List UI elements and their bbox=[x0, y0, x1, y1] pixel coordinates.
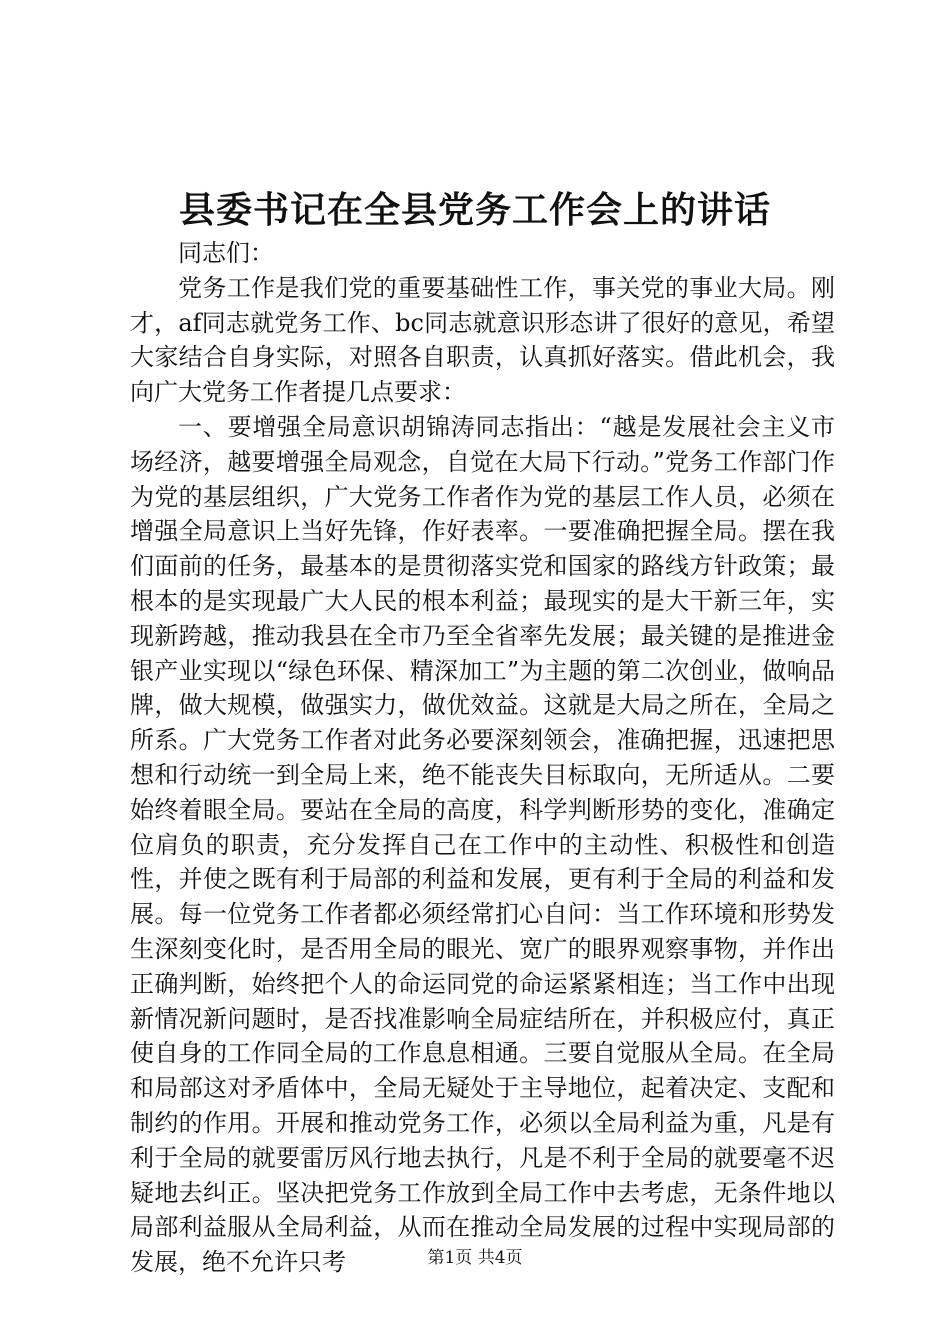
document-body bbox=[130, 236, 835, 1280]
page-indicator: 第1页 共4页 bbox=[427, 1248, 523, 1268]
page-title: 县委书记在全县党务工作会上的讲话 bbox=[178, 189, 771, 231]
paragraph-intro: 党务工作是我们党的重要基础性工作，事关党的事业大局。刚才，af同志就党务工作、bc同志就意识形态讲了很好的意见，希望大家结合自身实际，对照各自职责，认真抓好落实。借此机会，我向广大党务工作者提几点要求： bbox=[130, 273, 835, 407]
salutation: 同志们： bbox=[178, 239, 274, 267]
paragraph-section-one: 一、要增强全局意识胡锦涛同志指出：“越是发展社会主义市场经济，越要增强全局观念，自觉在大局下行动。”党务工作部门作为党的基层组织，广大党务工作者作为党的基层工作人员，必须在增强全局意识上当好先锋，作好表率。一要准确把握全局。摆在我们面前的任务，最基本的是贯彻落实党和国家的路线方针政策；最根本的是实现最广大人民的根本利益；最现实的是大干新三年，实现新跨越，推动我县在全市乃至全省率先发展；最关键的是推进金银产业实现以“绿色环保、精深加工”为主题的第二次创业，做响品牌，做大规模，做强实力，做优效益。这就是大局之所在，全局之所系。广大党务工作者对此务必要深刻领会，准确把握，迅速把思想和行动统一到全局上来，绝不能丧失目标取向，无所适从。二要始终着眼全局。要站在全局的高度，科学判断形势的变化，准确定位肩负的职责，充分发挥自己在工作中的主动性、积极性和创造性，并使之既有利于局部的利益和发展，更有利于全局的利益和发展。每一位党务工作者都必须经常扪心自问：当工作环境和形势发生深刻变化时，是否用全局的眼光、宽广的眼界观察事物，并作出正确判断，始终把个人的命运同党的命运紧紧相连；当工作中出现新情况新问题时，是否找准影响全局症结所在，并积极应付，真正使自身的工作同全局的工作息息相通。三要自觉服从全局。在全局和局部这对矛盾体中，全局无疑处于主导地位，起着决定、支配和制约的作用。开展和推动党务工作，必须以全局利益为重，凡是有利于全局的就要雷厉风行地去执行，凡是不利于全局的就要毫不迟疑地去纠正。坚决把党务工作放到全局工作中去考虑，无条件地以局部利益服从全局利益，从而在推动全局发展的过程中实现局部的发展，绝不允许只考 bbox=[130, 412, 835, 1277]
